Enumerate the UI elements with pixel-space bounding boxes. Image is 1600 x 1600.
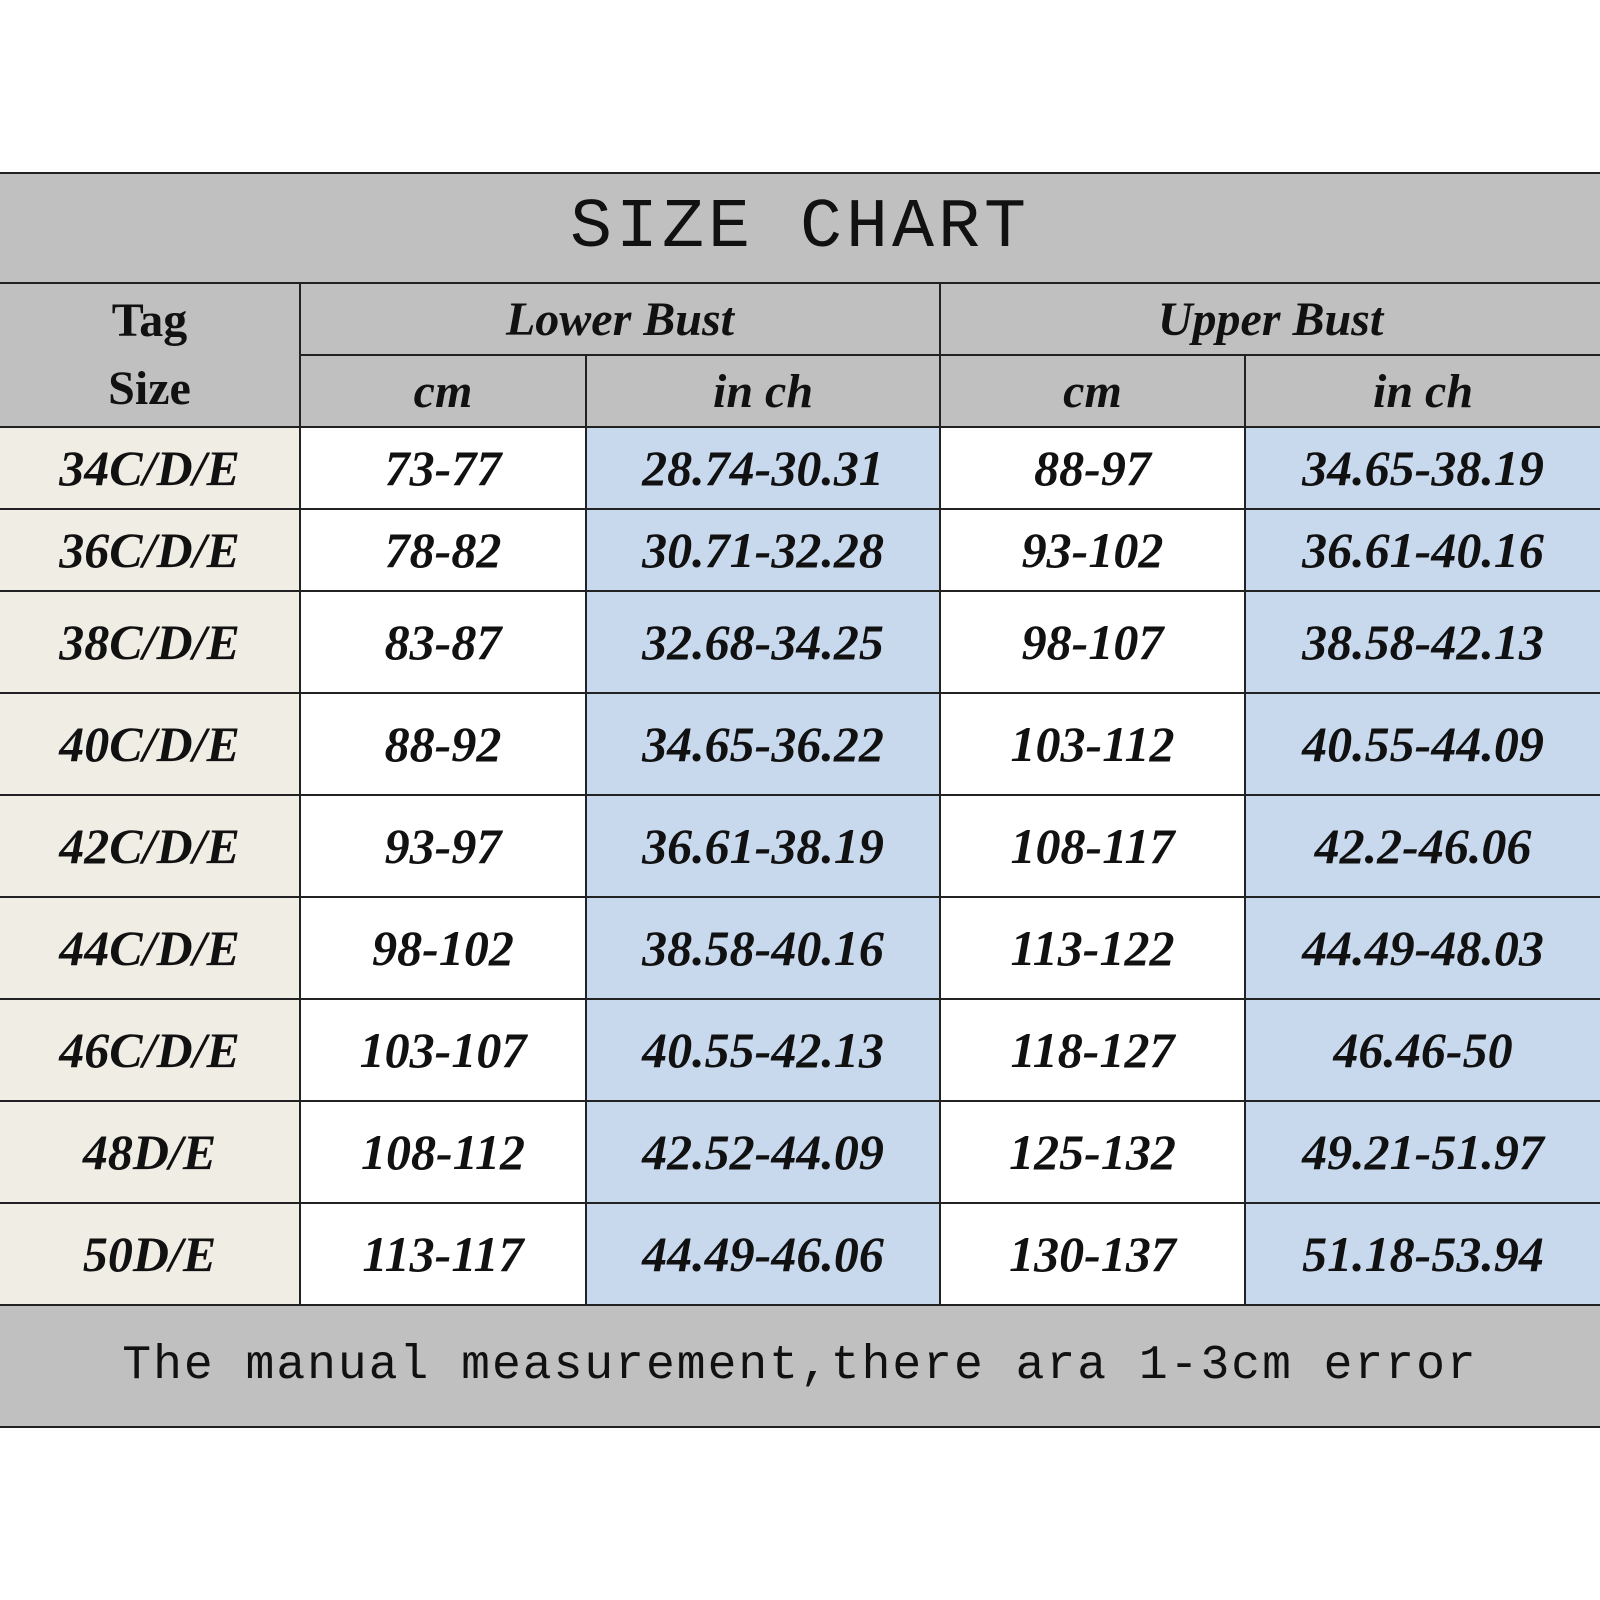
tag-size-cell: 34C/D/E <box>0 427 300 509</box>
lower-inch-cell: 38.58-40.16 <box>586 897 940 999</box>
lower-inch-cell: 34.65-36.22 <box>586 693 940 795</box>
upper-inch-cell: 44.49-48.03 <box>1245 897 1600 999</box>
table-row <box>0 591 1600 693</box>
upper-cm-cell: 103-112 <box>940 693 1245 795</box>
table-row <box>0 897 1600 999</box>
upper-inch-cell: 46.46-50 <box>1245 999 1600 1101</box>
upper-cm-cell: 93-102 <box>940 509 1245 591</box>
upper-cm-cell: 113-122 <box>940 897 1245 999</box>
table-row <box>0 693 1600 795</box>
upper-cm-cell: 98-107 <box>940 591 1245 693</box>
tag-size-cell: 42C/D/E <box>0 795 300 897</box>
table-row <box>0 1101 1600 1203</box>
tag-size-cell: 44C/D/E <box>0 897 300 999</box>
lower-bust-header: Lower Bust <box>300 283 940 355</box>
upper-cm-cell: 118-127 <box>940 999 1245 1101</box>
lower-cm-cell: 98-102 <box>300 897 586 999</box>
lower-bust-inch-header: in ch <box>586 355 940 427</box>
tag-size-cell: 48D/E <box>0 1101 300 1203</box>
upper-inch-cell: 40.55-44.09 <box>1245 693 1600 795</box>
upper-bust-inch-header: in ch <box>1245 355 1600 427</box>
tag-size-cell: 40C/D/E <box>0 693 300 795</box>
lower-inch-cell: 42.52-44.09 <box>586 1101 940 1203</box>
table-row <box>0 795 1600 897</box>
measurement-note: The manual measurement,there ara 1-3cm error <box>0 1305 1600 1427</box>
lower-cm-cell: 113-117 <box>300 1203 586 1305</box>
lower-inch-cell: 44.49-46.06 <box>586 1203 940 1305</box>
upper-inch-cell: 49.21-51.97 <box>1245 1101 1600 1203</box>
lower-inch-cell: 32.68-34.25 <box>586 591 940 693</box>
upper-bust-header: Upper Bust <box>940 283 1600 355</box>
upper-cm-cell: 130-137 <box>940 1203 1245 1305</box>
table-row <box>0 509 1600 591</box>
lower-cm-cell: 108-112 <box>300 1101 586 1203</box>
upper-bust-cm-header: cm <box>940 355 1245 427</box>
upper-inch-cell: 42.2-46.06 <box>1245 795 1600 897</box>
size-chart-table <box>0 172 1600 1428</box>
table-row <box>0 1203 1600 1305</box>
lower-inch-cell: 40.55-42.13 <box>586 999 940 1101</box>
upper-inch-cell: 38.58-42.13 <box>1245 591 1600 693</box>
lower-cm-cell: 73-77 <box>300 427 586 509</box>
table-row <box>0 999 1600 1101</box>
lower-bust-cm-header: cm <box>300 355 586 427</box>
upper-inch-cell: 34.65-38.19 <box>1245 427 1600 509</box>
lower-cm-cell: 83-87 <box>300 591 586 693</box>
lower-inch-cell: 36.61-38.19 <box>586 795 940 897</box>
tag-size-cell: 46C/D/E <box>0 999 300 1101</box>
table-row <box>0 427 1600 509</box>
chart-title: SIZE CHART <box>0 173 1600 283</box>
tag-size-cell: 36C/D/E <box>0 509 300 591</box>
upper-cm-cell: 125-132 <box>940 1101 1245 1203</box>
tag-size-cell: 50D/E <box>0 1203 300 1305</box>
lower-inch-cell: 28.74-30.31 <box>586 427 940 509</box>
tag-size-header <box>0 283 300 427</box>
upper-cm-cell: 88-97 <box>940 427 1245 509</box>
upper-inch-cell: 51.18-53.94 <box>1245 1203 1600 1305</box>
upper-inch-cell: 36.61-40.16 <box>1245 509 1600 591</box>
lower-cm-cell: 88-92 <box>300 693 586 795</box>
lower-cm-cell: 78-82 <box>300 509 586 591</box>
tag-size-label: Tag Size <box>108 294 191 415</box>
upper-cm-cell: 108-117 <box>940 795 1245 897</box>
tag-size-cell: 38C/D/E <box>0 591 300 693</box>
lower-inch-cell: 30.71-32.28 <box>586 509 940 591</box>
lower-cm-cell: 93-97 <box>300 795 586 897</box>
lower-cm-cell: 103-107 <box>300 999 586 1101</box>
